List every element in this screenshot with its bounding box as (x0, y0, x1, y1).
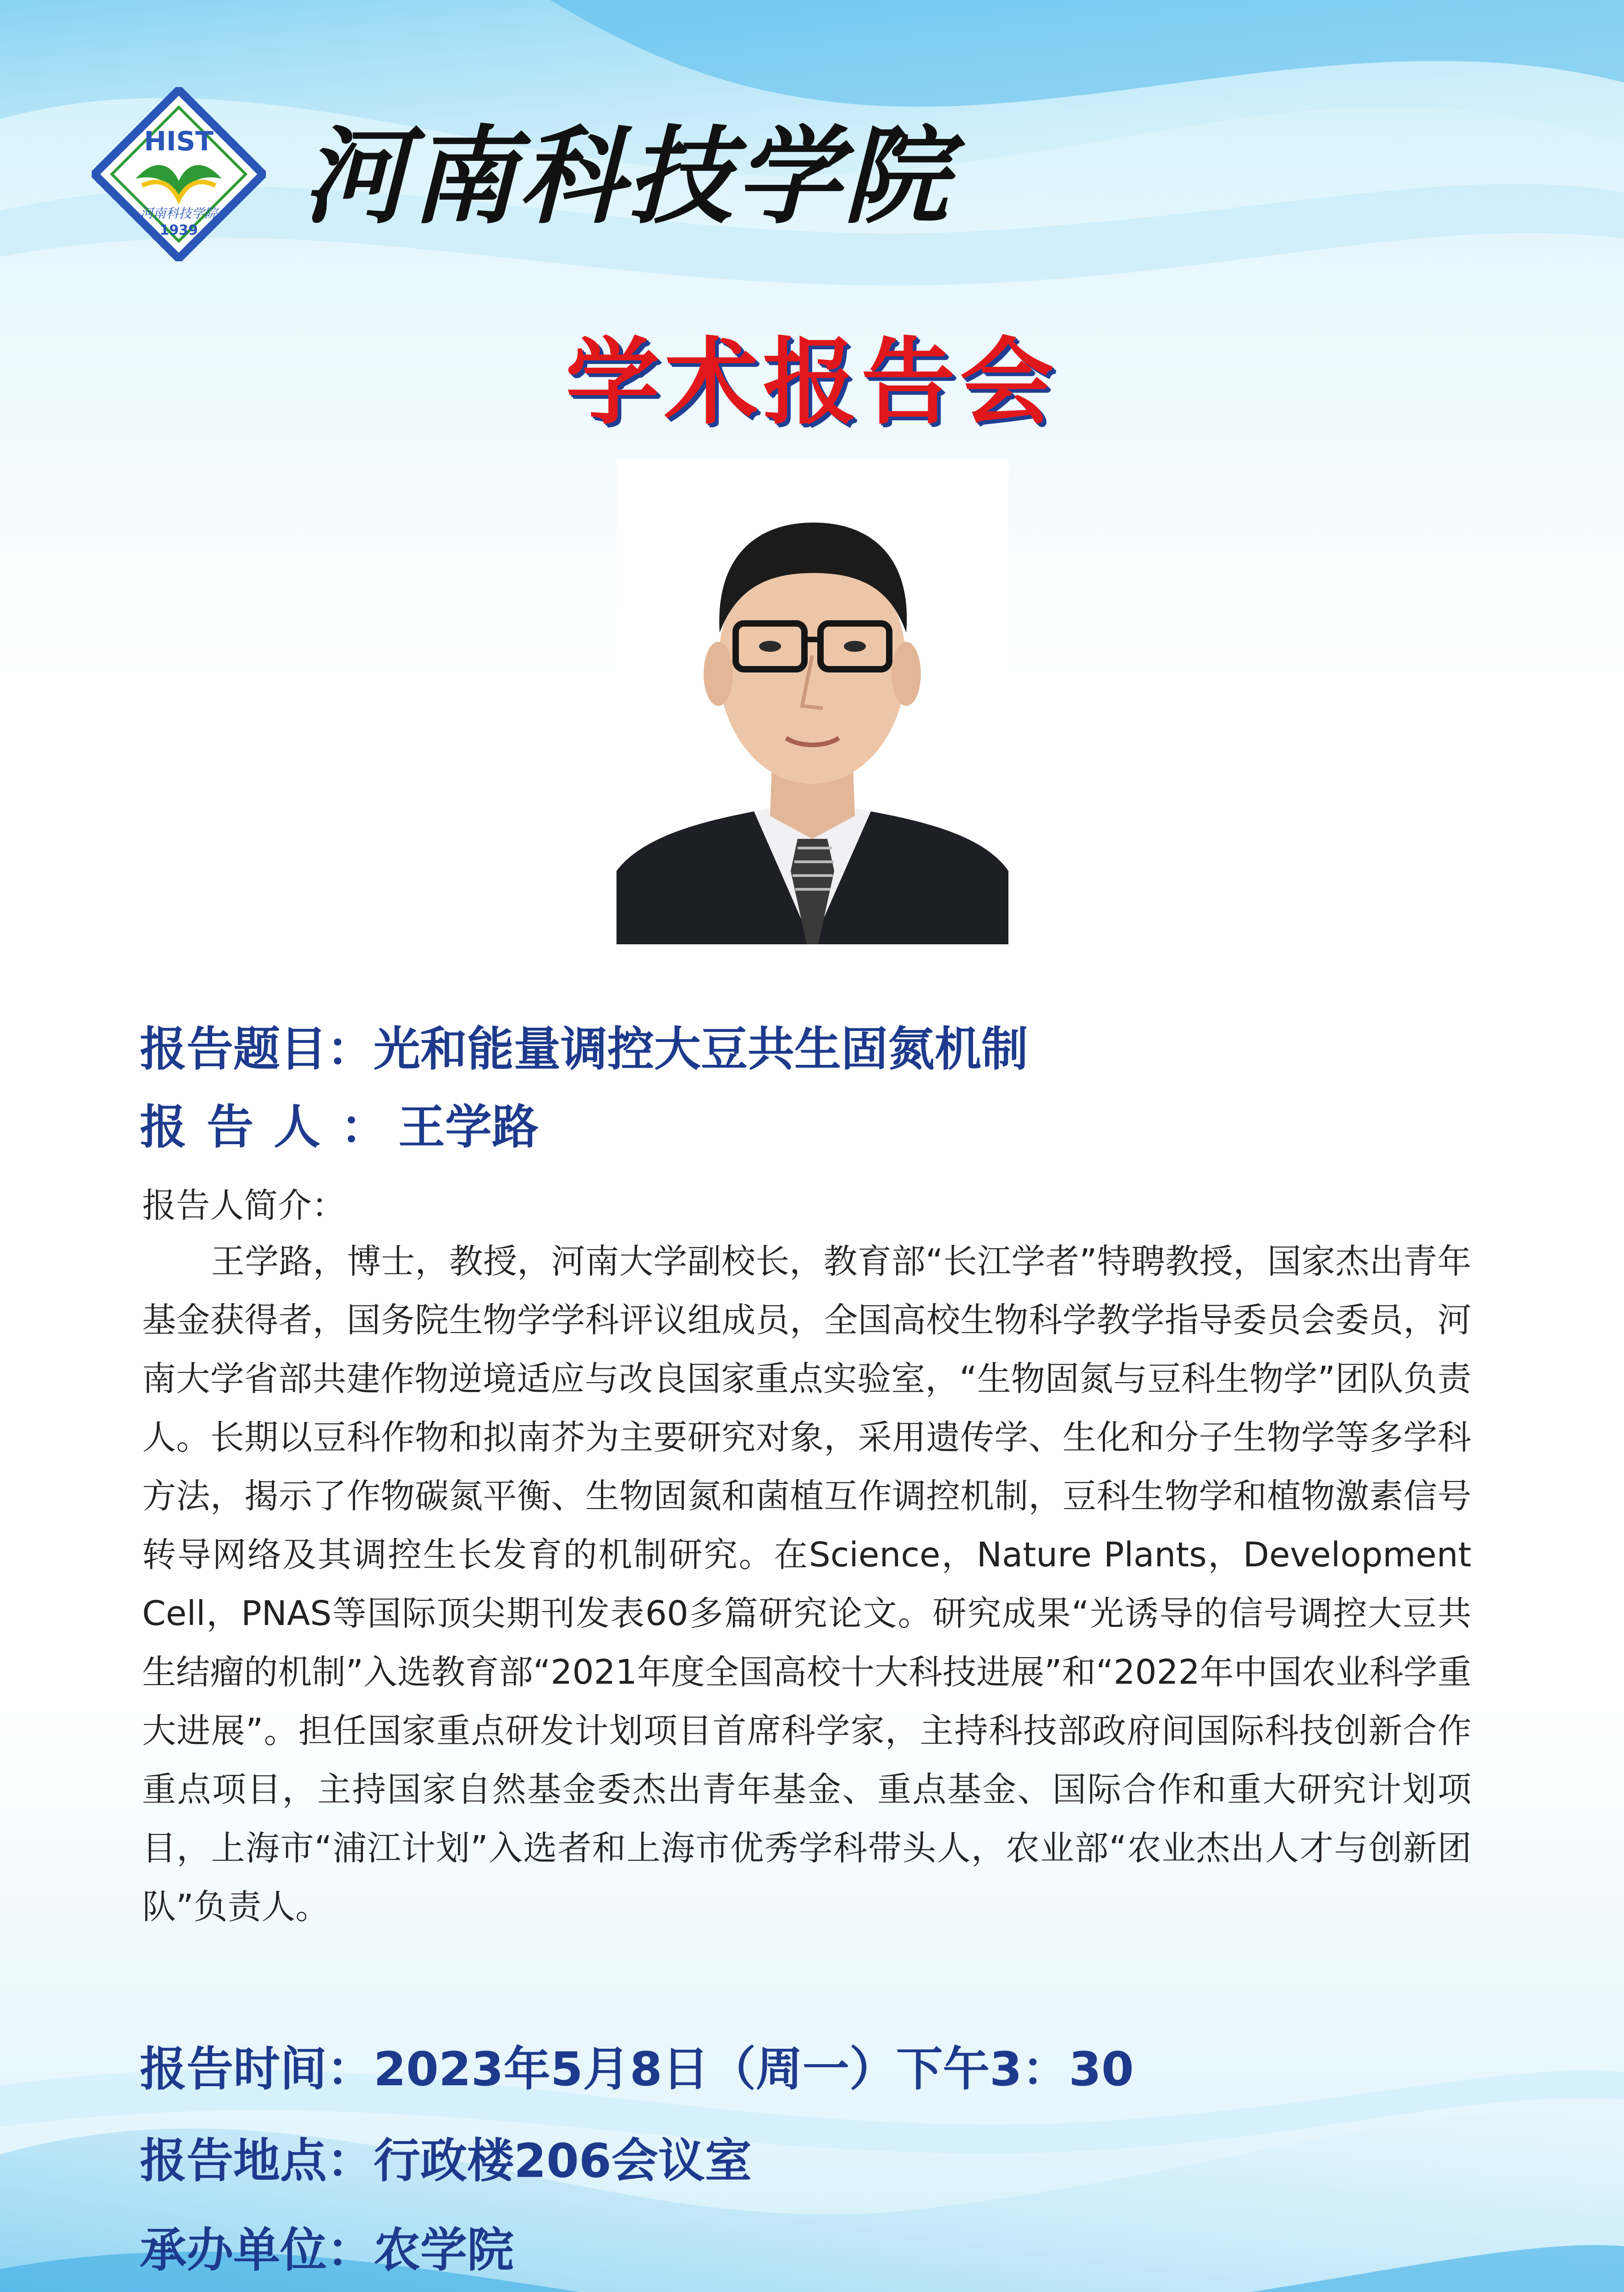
report-topic-line (140, 1020, 1028, 1080)
school-emblem-icon (92, 87, 266, 261)
intro-title: 报告人简介： (142, 1186, 346, 1225)
host-line (140, 2221, 514, 2281)
time-line (140, 2040, 1134, 2099)
logo-inner-name: 河南科技学院 (140, 206, 218, 221)
poster-title: 学术报告会 (566, 328, 1058, 437)
place-label: 报告地点： (140, 2134, 374, 2188)
logo-text: HIST (144, 126, 214, 157)
speaker-bio: 王学路，博士，教授，河南大学副校长，教育部“长江学者”特聘教授，国家杰出青年基金获得者，国务院生物学学科评议组成员，全国高校生物科学教学指导委员会委员，河南大学省部共建作物逆境适应与改良国家重点实验室，“生物固氮与豆科生物学”团队负责人。长期以豆科作物和拟南芥为主要研究对象，采用遗传学、生化和分子生物学等多学科方法，揭示了作物碳氮平衡、生物固氮和菌植互作调控机制，豆科生物学和植物激素信号转导网络及其调控生长发育的机制研究。在Science，Nature Plants，Development Cell，PNAS等国际顶尖期刊发表60多篇研究论文。研究成果“光诱导的信号调控大豆共生结瘤的机制”入选教育部“2021年度全国高校十大科技进展”和“2022年中国农业科学重大进展”。担任国家重点研发计划项目首席科学家，主持科技部政府间国际科技创新合作重点项目，主持国家自然基金委杰出青年基金、重点基金、国际合作和重大研究计划项目，上海市“浦江计划”入选者和上海市优秀学科带头人，农业部“农业杰出人才与创新团队”负责人。 (142, 1242, 1471, 1927)
report-place: 行政楼206会议室 (374, 2134, 752, 2188)
report-time: 2023年5月8日（周一）下午3：30 (374, 2042, 1134, 2097)
speaker-label: 报告人： (140, 1100, 407, 1155)
logo-year: 1939 (160, 222, 198, 238)
speaker-name: 王学路 (398, 1100, 539, 1155)
speaker-line (140, 1098, 539, 1157)
time-label: 报告时间： (140, 2042, 374, 2097)
speaker-photo (617, 458, 1008, 944)
speaker-portrait-icon (617, 458, 1008, 944)
report-topic: 光和能量调控大豆共生固氮机制 (374, 1022, 1028, 1077)
place-line (140, 2132, 752, 2191)
school-name: 河南科技学院 (303, 115, 952, 238)
topic-label: 报告题目： (140, 1022, 374, 1077)
report-host: 农学院 (374, 2223, 514, 2278)
school-logo (92, 87, 266, 261)
host-label: 承办单位： (140, 2223, 374, 2278)
